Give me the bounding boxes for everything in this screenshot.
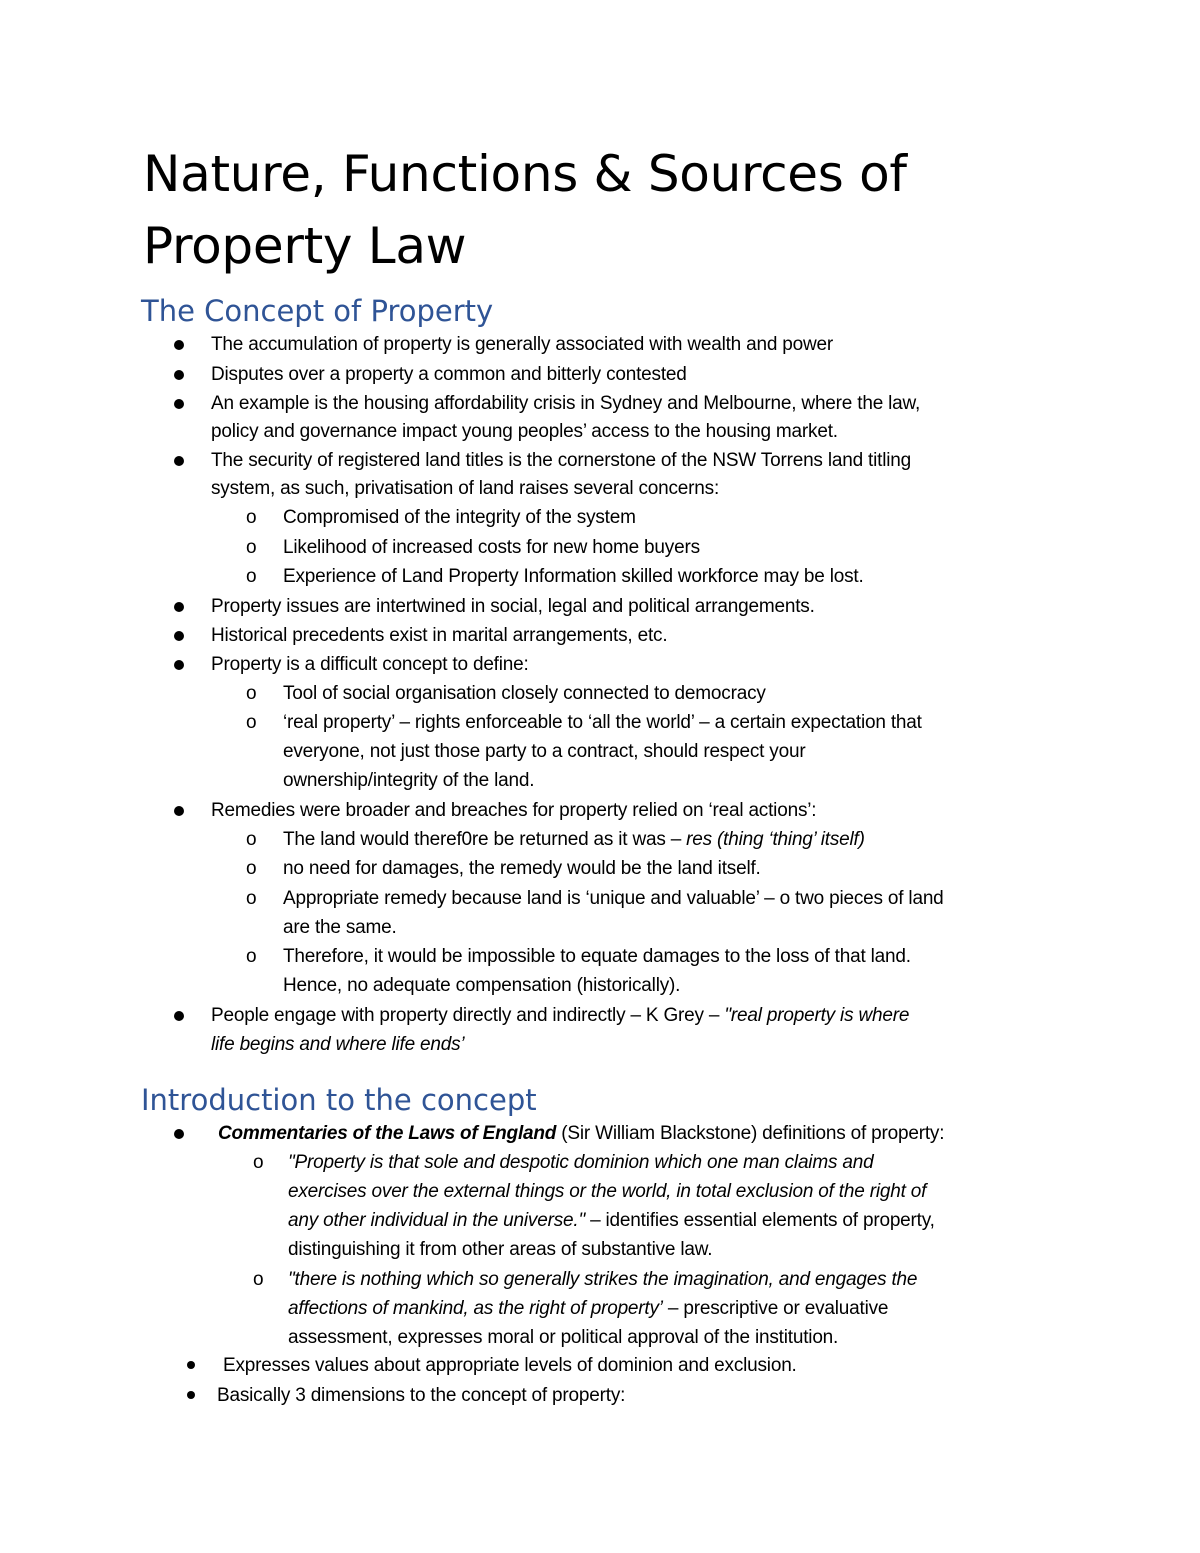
sub-list-item-continuation: assessment, expresses moral or political approval of the institution.: [288, 1327, 839, 1348]
quote-text: exercises over the external things or the world, in total exclusion of the right of: [288, 1181, 927, 1202]
bullet-icon: [174, 602, 184, 612]
sub-list-item-continuation: ownership/integrity of the land.: [283, 770, 535, 791]
list-item: The security of registered land titles is the cornerstone of the NSW Torrens land titling: [211, 450, 911, 471]
bullet-icon: [174, 370, 184, 380]
quote-text: "Property is that sole and despotic dominion which one man claims and: [288, 1152, 874, 1173]
quote-text: any other individual in the universe.": [288, 1210, 585, 1231]
list-item-continuation: system, as such, privatisation of land raises several concerns:: [211, 478, 720, 499]
sub-bullet-icon: o: [246, 858, 257, 879]
sub-list-item-text: The land would theref0re be returned as it was –: [283, 829, 687, 850]
quote-text: "there is nothing which so generally strikes the imagination, and engages the: [288, 1269, 918, 1290]
sub-list-item-text: – identifies essential elements of property,: [585, 1210, 935, 1231]
sub-list-item-continuation: distinguishing it from other areas of substantive law.: [288, 1239, 713, 1260]
title-line-2: Property Law: [143, 217, 467, 275]
sub-bullet-icon: o: [246, 888, 257, 909]
list-item: Basically 3 dimensions to the concept of property:: [217, 1385, 626, 1406]
list-item: Expresses values about appropriate levels of dominion and exclusion.: [223, 1355, 797, 1376]
list-item: Remedies were broader and breaches for property relied on ‘real actions’:: [211, 800, 817, 821]
list-item-continuation: [211, 1030, 464, 1059]
sub-bullet-icon: o: [246, 712, 257, 733]
sub-list-item: Appropriate remedy because land is ‘unique and valuable’ – o two pieces of land: [283, 888, 944, 909]
bullet-icon: [174, 1011, 184, 1021]
document-title: [143, 138, 907, 282]
sub-bullet-icon: o: [246, 683, 257, 704]
title-line-1: Nature, Functions & Sources of: [143, 145, 907, 203]
sub-bullet-icon: o: [253, 1152, 264, 1173]
bullet-icon: [174, 340, 184, 350]
list-item-italic: "real property is where: [724, 1005, 910, 1026]
bullet-icon: [174, 456, 184, 466]
bullet-icon: [187, 1391, 195, 1399]
bullet-icon: [174, 399, 184, 409]
sub-list-item-continuation: Hence, no adequate compensation (historically).: [283, 975, 681, 996]
list-item: An example is the housing affordability crisis in Sydney and Melbourne, where the law,: [211, 393, 921, 414]
sub-list-item: [288, 1265, 917, 1294]
sub-list-item: Likelihood of increased costs for new home buyers: [283, 537, 700, 558]
sub-list-item-text: – prescriptive or evaluative: [662, 1298, 889, 1319]
section-heading-introduction: Introduction to the concept: [141, 1083, 537, 1117]
list-item-continuation: policy and governance impact young peoples’ access to the housing market.: [211, 421, 838, 442]
sub-bullet-icon: o: [246, 507, 257, 528]
sub-list-item-continuation: [288, 1177, 926, 1206]
sub-list-item: Tool of social organisation closely connected to democracy: [283, 683, 766, 704]
list-item-italic: life begins and where life ends’: [211, 1034, 465, 1055]
sub-list-item: Compromised of the integrity of the system: [283, 507, 636, 528]
list-item: [211, 1001, 909, 1030]
sub-list-item-italic: res (thing ‘thing’ itself): [686, 829, 865, 850]
sub-list-item-continuation: are the same.: [283, 917, 397, 938]
quote-text: affections of mankind, as the right of property’: [288, 1298, 663, 1319]
list-item: Historical precedents exist in marital arrangements, etc.: [211, 625, 668, 646]
sub-list-item-continuation: [288, 1206, 935, 1235]
sub-list-item-continuation: [288, 1294, 888, 1323]
list-item: Property issues are intertwined in social, legal and political arrangements.: [211, 596, 815, 617]
list-item-text: People engage with property directly and indirectly – K Grey –: [211, 1005, 725, 1026]
section-heading-concept-of-property: The Concept of Property: [141, 294, 494, 328]
sub-list-item: ‘real property’ – rights enforceable to ‘all the world’ – a certain expectation that: [283, 712, 922, 733]
bullet-icon: [187, 1361, 195, 1369]
sub-bullet-icon: o: [246, 537, 257, 558]
sub-bullet-icon: o: [253, 1269, 264, 1290]
sub-list-item: Therefore, it would be impossible to equate damages to the loss of that land.: [283, 946, 911, 967]
bullet-icon: [174, 1129, 184, 1139]
sub-list-item: [288, 1148, 873, 1177]
sub-list-item: no need for damages, the remedy would be the land itself.: [283, 858, 761, 879]
list-item: The accumulation of property is generally associated with wealth and power: [211, 334, 834, 355]
sub-list-item: [283, 825, 865, 854]
sub-bullet-icon: o: [246, 566, 257, 587]
sub-bullet-icon: o: [246, 946, 257, 967]
list-item-text: (Sir William Blackstone) definitions of property:: [556, 1123, 945, 1144]
list-item: [218, 1119, 944, 1148]
bullet-icon: [174, 631, 184, 641]
bullet-icon: [174, 660, 184, 670]
list-item: Property is a difficult concept to define:: [211, 654, 529, 675]
sub-list-item: Experience of Land Property Information skilled workforce may be lost.: [283, 566, 864, 587]
book-title: Commentaries of the Laws of England: [218, 1123, 557, 1144]
sub-list-item-continuation: everyone, not just those party to a contract, should respect your: [283, 741, 806, 762]
bullet-icon: [174, 806, 184, 816]
list-item: Disputes over a property a common and bitterly contested: [211, 364, 687, 385]
sub-bullet-icon: o: [246, 829, 257, 850]
